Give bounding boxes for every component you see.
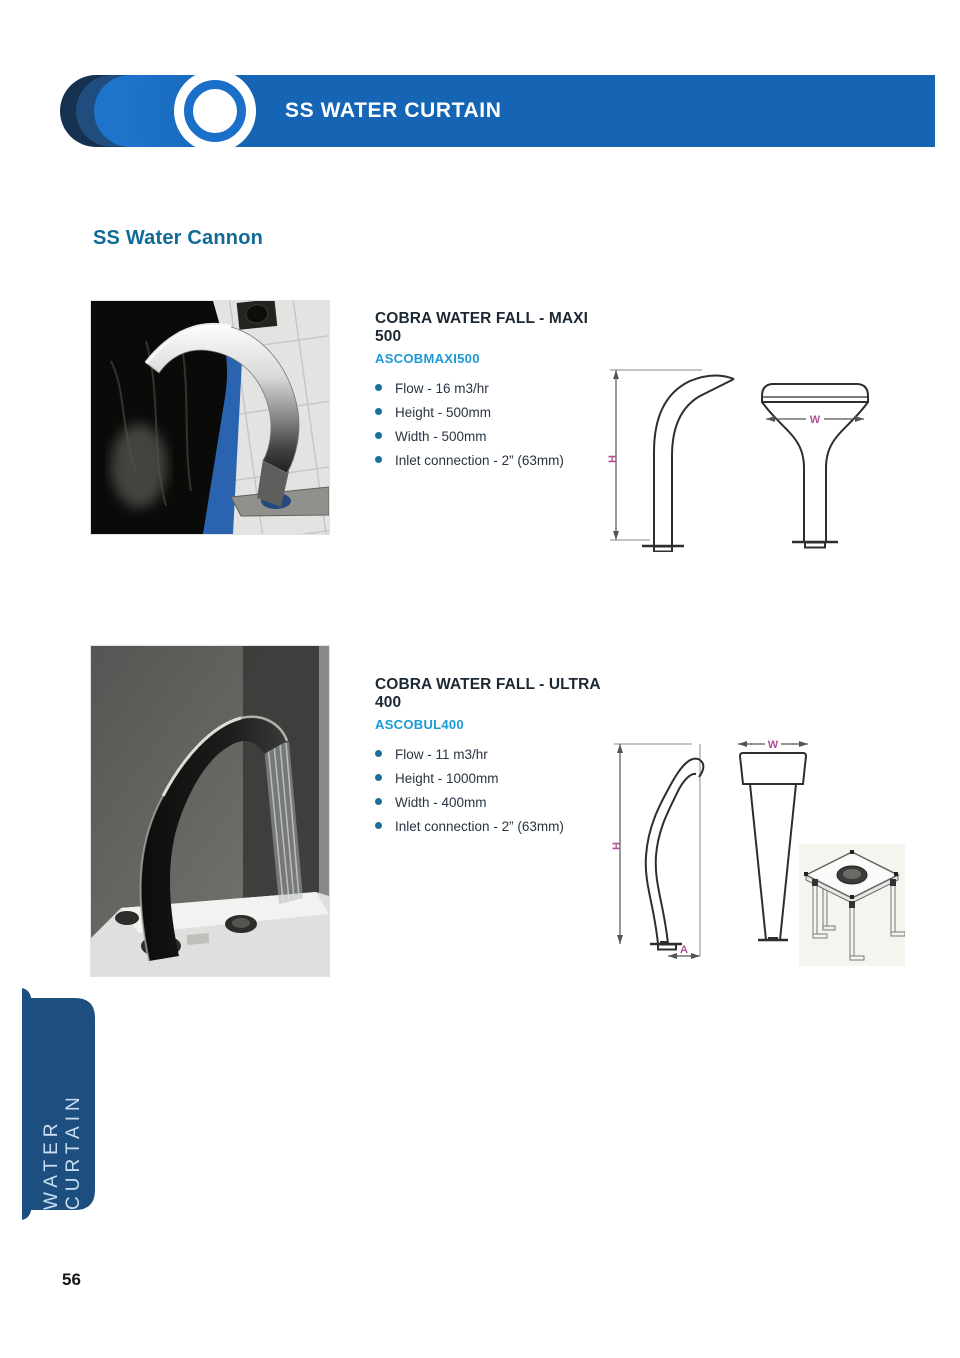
spec-item: [375, 815, 610, 839]
bullet-icon: [375, 774, 382, 781]
spec-text: Height - 500mm: [395, 405, 492, 420]
spec-item: [375, 743, 610, 767]
side-view-drawing-maxi500: [602, 360, 750, 552]
header-banner: [60, 75, 935, 147]
side-view-drawing-ultra400: [606, 736, 716, 964]
spec-item: [375, 449, 610, 473]
bullet-icon: [375, 750, 382, 757]
bullet-icon: [375, 456, 382, 463]
bullet-icon: [375, 432, 382, 439]
page-number: 56: [62, 1270, 81, 1289]
circle-ring-icon: [174, 70, 256, 152]
height-dim-label: H: [607, 455, 619, 463]
bullet-icon: [375, 408, 382, 415]
product-photo-maxi500: [90, 300, 330, 535]
spec-item: [375, 791, 610, 815]
base-dim-label: A: [680, 944, 688, 956]
spec-item: [375, 425, 610, 449]
spec-text: Inlet connection - 2” (63mm): [395, 819, 564, 834]
spec-text: Flow - 16 m3/hr: [395, 381, 489, 396]
spec-list: [375, 743, 610, 839]
product-photo-art: [91, 646, 329, 976]
stand-isometric-drawing: [799, 844, 905, 966]
spec-item: [375, 401, 610, 425]
spec-text: Width - 500mm: [395, 429, 487, 444]
bullet-icon: [375, 384, 382, 391]
spec-text: Width - 400mm: [395, 795, 487, 810]
page-title: SS WATER CURTAIN: [285, 99, 502, 122]
bullet-icon: [375, 822, 382, 829]
front-view-drawing-maxi500: [758, 372, 872, 550]
width-dim-label: W: [809, 414, 821, 426]
spec-list: [375, 377, 610, 473]
product-title: COBRA WATER FALL - ULTRA 400: [375, 676, 601, 711]
spec-text: Flow - 11 m3/hr: [395, 747, 488, 762]
product-title: COBRA WATER FALL - MAXI 500: [375, 310, 588, 345]
sidebar-tab-water-curtain: [22, 988, 96, 1220]
product-info-maxi500: [375, 310, 610, 473]
product-sku: ASCOBMAXI500: [375, 351, 480, 366]
product-photo-ultra400: [90, 645, 330, 977]
spec-item: [375, 377, 610, 401]
width-dim-label: W: [767, 739, 779, 751]
height-dim-label: H: [611, 842, 623, 850]
spec-text: Height - 1000mm: [395, 771, 499, 786]
tab-label: WATER CURTAIN: [41, 1092, 84, 1210]
spec-item: [375, 767, 610, 791]
bullet-icon: [375, 798, 382, 805]
spec-text: Inlet connection - 2” (63mm): [395, 453, 564, 468]
product-sku: ASCOBUL400: [375, 717, 464, 732]
product-photo-art: [91, 301, 329, 534]
section-title: SS Water Cannon: [93, 227, 264, 249]
product-info-ultra400: [375, 676, 610, 839]
